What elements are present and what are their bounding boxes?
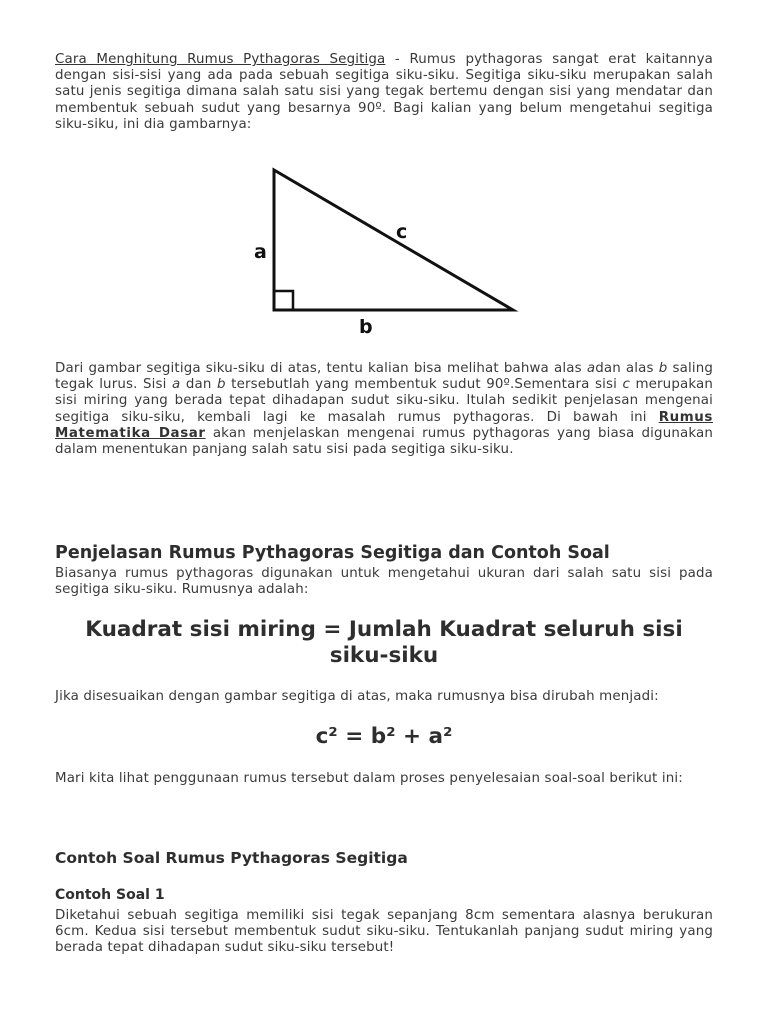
side-b-label: b [359, 316, 373, 338]
explanation-text: dan [180, 377, 218, 393]
explanation-text: Dari gambar segitiga siku-siku di atas, tentu kalian bisa melihat bahwa alas [55, 361, 587, 376]
explanation-text: dan alas [595, 361, 659, 376]
example1-title: Contoh Soal 1 [55, 887, 165, 903]
var-a: a [586, 361, 596, 376]
explanation-text: saling tegak lurus. Sisi [55, 361, 713, 393]
formula-abc: c² = b² + a² [315, 724, 453, 749]
explanation-text: merupakan sisi miring yang berada tepat dihadapan sudut siku-siku. Itulah sedikit penjelasan mengenai segitiga siku-siku, kembali lagi ke masalah rumus pythagoras. Di bawah ini [55, 377, 713, 425]
var-c: c [622, 377, 630, 393]
explanation-paragraph [55, 361, 713, 458]
side-a-label: a [254, 241, 267, 263]
lead-text: Mari kita lihat penggunaan rumus tersebut dalam proses penyelesaian soal-soal berikut ini: [55, 771, 683, 786]
var-a: a [172, 377, 181, 393]
right-triangle-figure [245, 160, 535, 340]
explanation-text: tersebutlah yang membentuk sudut 90º.Sementara sisi [225, 377, 623, 393]
explanation-text: akan menjelaskan mengenai rumus pythagoras yang biasa digunakan dalam menentukan panjang salah satu sisi pada segitiga siku-siku. [55, 425, 713, 458]
side-c-label: c [396, 221, 408, 243]
adapt-text: Jika disesuaikan dengan gambar segitiga di atas, maka rumusnya bisa dirubah menjadi: [55, 689, 659, 704]
section-heading: Penjelasan Rumus Pythagoras Segitiga dan Contoh Soal [55, 543, 610, 563]
right-angle-marker [274, 291, 293, 310]
section-intro: Biasanya rumus pythagoras digunakan untuk mengetahui ukuran dari salah satu sisi pada segitiga siku-siku. Rumusnya adalah: [55, 566, 713, 598]
formula-main: Kuadrat sisi miring = Jumlah Kuadrat seluruh sisi siku-siku [85, 617, 683, 668]
var-b: b [658, 361, 668, 376]
intro-body: - Rumus pythagoras sangat erat kaitannya dengan sisi-sisi yang ada pada sebuah segitiga siku-siku. Segitiga siku-siku merupakan salah satu jenis segitiga dimana salah satu sisi yang tegak bertemu dengan sisi yang mendatar dan membentuk sebuah sudut yang besarnya 90º. Bagi kalian yang belum mengetahui segitiga siku-siku, ini dia gambarnya: [55, 52, 714, 132]
examples-heading: Contoh Soal Rumus Pythagoras Segitiga [55, 849, 408, 867]
rumus-matematika-link[interactable]: Rumus Matematika Dasar [55, 409, 713, 441]
intro-link[interactable]: Cara Menghitung Rumus Pythagoras Segitiga [55, 52, 386, 67]
triangle-shape [274, 170, 513, 310]
var-b: b [217, 377, 226, 393]
intro-paragraph [55, 52, 713, 133]
example1-text: Diketahui sebuah segitiga memiliki sisi tegak sepanjang 8cm sementara alasnya berukuran 6cm. Kedua sisi tersebut membentuk sudut siku-siku. Tentukanlah panjang sudut miring yang berada tepat dihadapan sudut siku-siku tersebut! [55, 908, 713, 956]
